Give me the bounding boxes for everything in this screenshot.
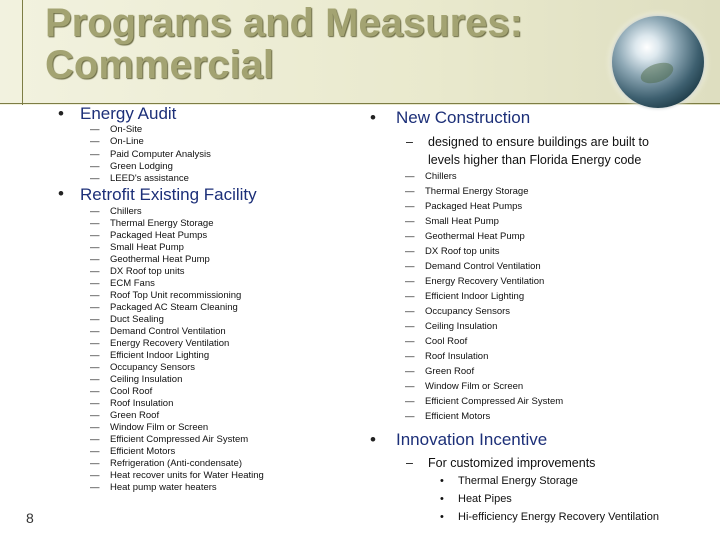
list-item-label: Paid Computer Analysis [110, 148, 211, 160]
list-item [90, 254, 210, 266]
list-item [90, 338, 229, 350]
list-item-label: Efficient Compressed Air System [110, 434, 249, 445]
dash-icon: — [90, 218, 100, 229]
globe-image [612, 16, 704, 108]
list-item-label: Ceiling Insulation [425, 321, 498, 332]
dash-icon: — [90, 278, 100, 289]
list-item-label: On-Site [110, 124, 143, 135]
list-item [90, 266, 184, 278]
list-item-label: Packaged Heat Pumps [110, 230, 208, 241]
bullet-icon: • [370, 108, 376, 127]
bullet-icon: • [58, 184, 64, 203]
dash-icon: — [90, 326, 100, 337]
list-item-label: On-Line [110, 136, 144, 148]
dash-icon: — [90, 410, 100, 421]
bullet-icon: • [58, 104, 64, 123]
dash-icon: — [405, 216, 415, 227]
list-item-label: ECM Fans [110, 278, 155, 289]
energy-audit-heading: Energy Audit [80, 104, 177, 123]
dash-icon: — [90, 148, 100, 160]
list-item-label: Heat pump water heaters [110, 482, 217, 493]
dash-icon: — [405, 366, 415, 377]
dash-icon: — [90, 302, 100, 313]
list-item-label: Packaged AC Steam Cleaning [110, 302, 238, 313]
list-item-label: Efficient Compressed Air System [425, 396, 564, 407]
list-item-label: DX Roof top units [425, 246, 500, 257]
list-item-label: Hi-efficiency Energy Recovery Ventilation [458, 511, 659, 523]
list-item [90, 374, 182, 386]
list-item [405, 276, 544, 288]
list-item [90, 149, 211, 161]
endash-icon: – [406, 456, 413, 470]
dash-icon: — [90, 446, 100, 457]
list-item-label: Cool Roof [110, 386, 153, 397]
list-item [405, 216, 499, 228]
list-item [90, 230, 207, 242]
list-item [90, 398, 173, 410]
list-item-label: Green Roof [110, 410, 160, 421]
list-item-label: Refrigeration (Anti-condensate) [110, 458, 243, 469]
retrofit-heading: Retrofit Existing Facility [80, 185, 257, 204]
dash-icon: — [405, 336, 415, 347]
list-item-label: Green Lodging [110, 160, 173, 172]
list-item [90, 434, 248, 446]
list-item-label: Roof Top Unit recommissioning [110, 290, 242, 301]
list-item [405, 291, 524, 303]
bullet-icon: • [370, 430, 376, 449]
list-item-label: Heat recover units for Water Heating [110, 470, 264, 481]
dash-icon: — [90, 398, 100, 409]
list-item-label: Roof Insulation [110, 398, 174, 409]
list-item-label: Window Film or Screen [110, 422, 209, 433]
list-item-label: Duct Sealing [110, 314, 164, 325]
dash-icon: — [90, 136, 100, 148]
list-item [90, 124, 142, 136]
list-item [405, 246, 499, 258]
list-item [90, 314, 164, 326]
dash-icon: — [405, 231, 415, 242]
list-item-label: Efficient Motors [110, 446, 176, 457]
dash-icon: — [405, 171, 415, 182]
list-item [90, 302, 238, 314]
dash-icon: — [90, 314, 100, 325]
list-item [90, 242, 184, 254]
list-item [90, 482, 217, 494]
new-construction-heading: New Construction [396, 108, 531, 127]
dash-icon: — [90, 290, 100, 301]
list-item [405, 186, 529, 198]
dash-icon: — [405, 186, 415, 197]
list-item [90, 206, 142, 218]
list-item [90, 161, 173, 173]
list-item-label: Occupancy Sensors [110, 362, 196, 373]
list-item-label: Roof Insulation [425, 351, 489, 362]
list-item-label: Efficient Indoor Lighting [425, 291, 525, 302]
dash-icon: — [90, 470, 100, 481]
dash-icon: — [405, 396, 415, 407]
dash-icon: — [90, 386, 100, 397]
bullet-icon: • [440, 511, 444, 523]
list-item-label: DX Roof top units [110, 266, 185, 277]
slide-title: Programs and Measures: Commercial [45, 1, 523, 87]
list-item-label: Thermal Energy Storage [458, 475, 578, 487]
list-item [405, 321, 497, 333]
list-item-label: Ceiling Insulation [110, 374, 183, 385]
list-item [90, 290, 241, 302]
dash-icon: — [90, 374, 100, 385]
list-item-label: Energy Recovery Ventilation [110, 338, 230, 349]
list-item-label: Packaged Heat Pumps [425, 201, 523, 212]
list-item-label: Energy Recovery Ventilation [425, 276, 545, 287]
list-item [405, 201, 522, 213]
list-item-label: Window Film or Screen [425, 381, 524, 392]
list-item-label: Cool Roof [425, 336, 468, 347]
dash-icon: — [90, 482, 100, 493]
list-item [90, 458, 242, 470]
list-item-label: Demand Control Ventilation [110, 326, 226, 337]
list-item-label: Green Roof [425, 366, 475, 377]
list-item [90, 350, 209, 362]
dash-icon: — [405, 201, 415, 212]
dash-icon: — [405, 321, 415, 332]
dash-icon: — [90, 242, 100, 253]
list-item-label: LEED's assistance [110, 173, 189, 185]
dash-icon: — [405, 381, 415, 392]
list-item [90, 470, 264, 482]
dash-icon: — [90, 206, 100, 217]
bullet-icon: • [440, 493, 444, 505]
dash-icon: — [90, 266, 100, 277]
list-item [90, 386, 152, 398]
list-item [90, 326, 226, 338]
dash-icon: — [90, 160, 100, 172]
list-item [440, 508, 659, 526]
list-item-label: Geothermal Heat Pump [110, 254, 210, 265]
list-item [405, 351, 488, 363]
slide-number: 8 [26, 510, 34, 526]
innovation-heading: Innovation Incentive [396, 430, 548, 449]
dash-icon: — [90, 254, 100, 265]
list-item [405, 261, 541, 273]
list-item [405, 411, 490, 423]
list-item [440, 472, 578, 490]
dash-icon: — [405, 276, 415, 287]
dash-icon: — [90, 124, 100, 135]
list-item-label: Chillers [425, 171, 457, 182]
list-item-label: Occupancy Sensors [425, 306, 511, 317]
list-item [405, 381, 523, 393]
list-item-label: Chillers [110, 206, 142, 217]
dash-icon: — [90, 422, 100, 433]
endash-icon: – [406, 135, 413, 149]
list-item [405, 306, 510, 318]
list-item-label: Small Heat Pump [425, 216, 499, 227]
list-item-label: Efficient Indoor Lighting [110, 350, 210, 361]
dash-icon: — [90, 350, 100, 361]
dash-icon: — [405, 306, 415, 317]
innovation-note: – For customized improvements [406, 456, 596, 470]
list-item-label: Small Heat Pump [110, 242, 184, 253]
list-item [90, 446, 175, 458]
list-item [90, 362, 195, 374]
list-item-label: Thermal Energy Storage [425, 186, 529, 197]
dash-icon: — [90, 230, 100, 241]
list-item-label: Geothermal Heat Pump [425, 231, 525, 242]
list-item [90, 136, 144, 148]
list-item [90, 410, 159, 422]
list-item [405, 396, 563, 408]
bullet-icon: • [440, 475, 444, 487]
list-item [90, 218, 214, 230]
list-item-label: Demand Control Ventilation [425, 261, 541, 272]
dash-icon: — [405, 411, 415, 422]
title-vertical-rule [22, 0, 23, 105]
dash-icon: — [90, 173, 100, 185]
dash-icon: — [405, 246, 415, 257]
dash-icon: — [405, 351, 415, 362]
list-item [90, 422, 208, 434]
list-item [405, 336, 467, 348]
dash-icon: — [90, 434, 100, 445]
list-item [405, 366, 474, 378]
list-item [405, 231, 525, 243]
list-item [405, 171, 457, 183]
dash-icon: — [90, 458, 100, 469]
new-construction-note: – designed to ensure buildings are built to levels higher than Florida Energy code [406, 135, 649, 167]
list-item [90, 173, 189, 185]
list-item-label: Efficient Motors [425, 411, 491, 422]
list-item-label: Thermal Energy Storage [110, 218, 214, 229]
list-item [90, 278, 155, 290]
dash-icon: — [405, 261, 415, 272]
list-item [440, 490, 512, 508]
dash-icon: — [90, 362, 100, 373]
list-item-label: Heat Pipes [458, 493, 512, 505]
dash-icon: — [90, 338, 100, 349]
dash-icon: — [405, 291, 415, 302]
